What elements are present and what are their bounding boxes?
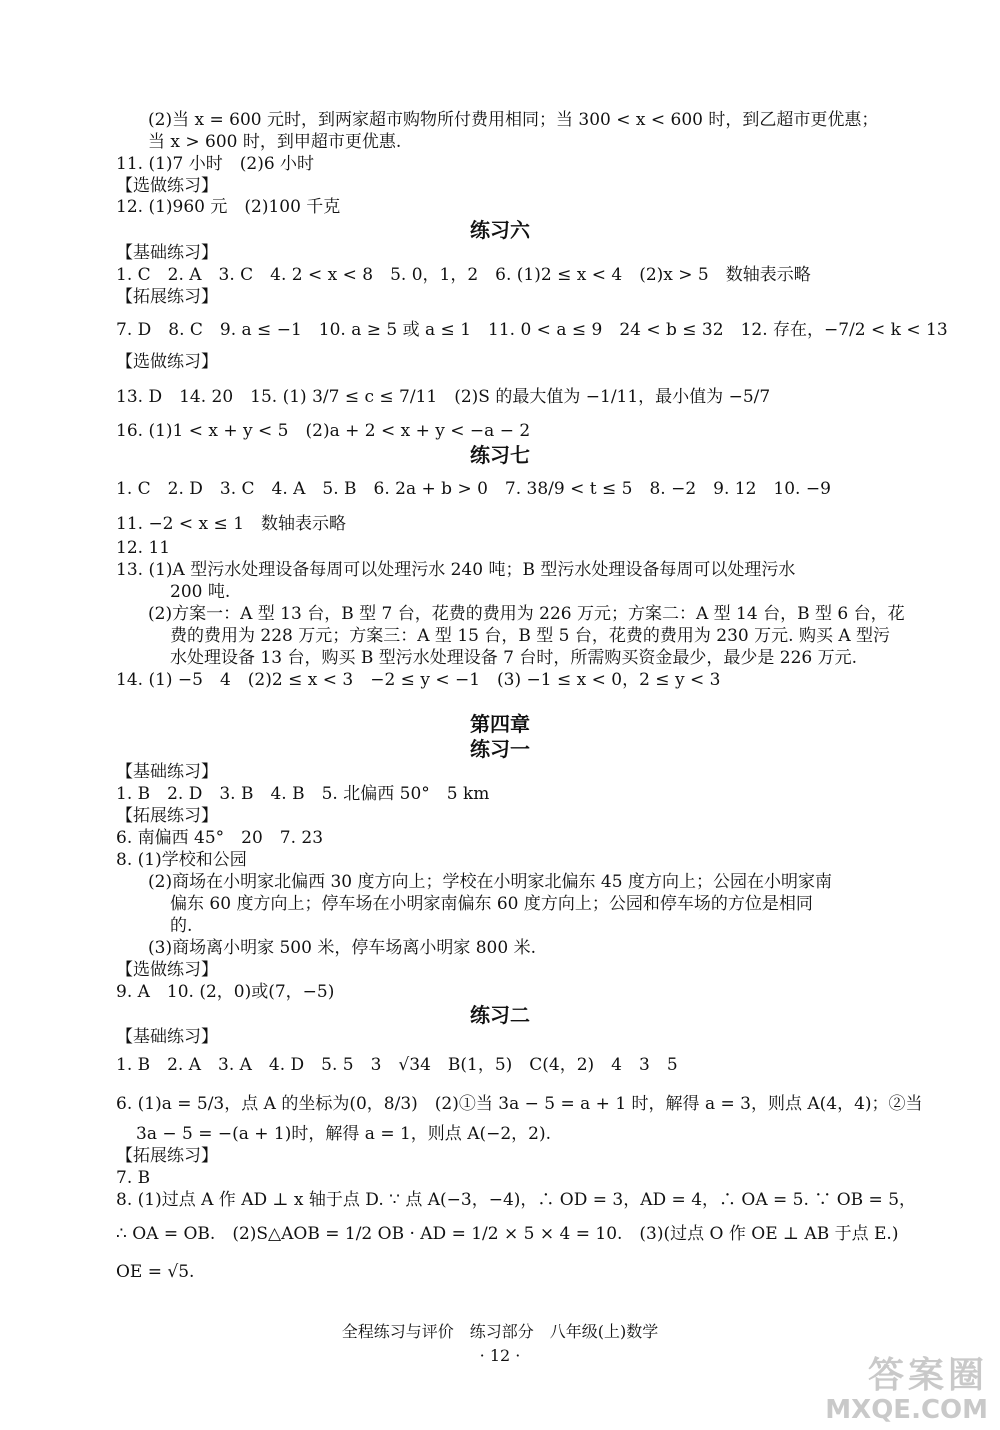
text-line: 1. C 2. D 3. C 4. A 5. B 6. 2a + b > 0 7. 38/9 < t ≤ 5 8. −2 9. 12 10. −9	[116, 479, 831, 499]
text-line: 12. (1)960 元 (2)100 千克	[116, 197, 341, 217]
text-line: 13. (1)A 型污水处理设备每周可以处理污水 240 吨；B 型污水处理设备每周可以处理污水	[116, 560, 796, 580]
section-label: 【选做练习】	[116, 960, 218, 980]
footer-title: 全程练习与评价 练习部分 八年级(上)数学	[341, 1322, 659, 1341]
section-label: 【拓展练习】	[116, 1146, 218, 1166]
section-label: 【基础练习】	[116, 762, 218, 782]
text-line: 9. A 10. (2，0)或(7，−5)	[116, 982, 335, 1002]
watermark-url: MXQE.COM	[825, 1395, 988, 1425]
section-label: 【基础练习】	[116, 1027, 218, 1047]
text-line: 6. (1)a = 5/3，点 A 的坐标为(0，8/3) (2)①当 3a − 5 = a + 1 时，解得 a = 3，则点 A(4，4)；②当	[116, 1094, 923, 1114]
text-line: 1. B 2. D 3. B 4. B 5. 北偏西 50° 5 km	[116, 784, 490, 804]
text-line: 200 吨.	[170, 582, 231, 602]
text-line: 14. (1) −5 4 (2)2 ≤ x < 3 −2 ≤ y < −1 (3) −1 ≤ x < 0，2 ≤ y < 3	[116, 670, 721, 690]
watermark	[825, 1356, 988, 1424]
text-line: 16. (1)1 < x + y < 5 (2)a + 2 < x + y < −a − 2	[116, 421, 531, 441]
text-line: 3a − 5 = −(a + 1)时，解得 a = 1，则点 A(−2，2).	[136, 1124, 552, 1144]
text-line: 13. D 14. 20 15. (1) 3/7 ≤ c ≤ 7/11 (2)S 的最大值为 −1/11，最小值为 −5/7	[116, 387, 771, 407]
text-line: 11. −2 < x ≤ 1 数轴表示略	[116, 514, 347, 534]
text-line: 12. 11	[116, 538, 171, 558]
text-line: (2)当 x = 600 元时，到两家超市购物所付费用相同；当 300 < x < 600 时，到乙超市更优惠；	[148, 110, 879, 130]
chapter-heading: 第四章	[470, 712, 530, 736]
text-line: 8. (1)过点 A 作 AD ⊥ x 轴于点 D. ∵ 点 A(−3，−4)，∴ OD = 3，AD = 4，∴ OA = 5. ∵ OB = 5，	[116, 1190, 917, 1210]
text-line: 偏东 60 度方向上；停车场在小明家南偏东 60 度方向上；公园和停车场的方位是相同	[170, 894, 813, 914]
page-number: · 12 ·	[479, 1346, 521, 1365]
section-label: 【拓展练习】	[116, 806, 218, 826]
exercise-heading: 练习六	[470, 218, 530, 242]
text-line: 6. 南偏西 45° 20 7. 23	[116, 828, 324, 848]
text-line: 费的费用为 228 万元；方案三：A 型 15 台，B 型 5 台，花费的费用为 230 万元. 购买 A 型污	[170, 626, 891, 646]
text-line: (3)商场离小明家 500 米，停车场离小明家 800 米.	[148, 938, 536, 958]
section-label: 【选做练习】	[116, 176, 218, 196]
text-line: 7. B	[116, 1168, 151, 1188]
text-line: ∴ OA = OB. (2)S△AOB = 1/2 OB · AD = 1/2 × 5 × 4 = 10. (3)(过点 O 作 OE ⊥ AB 于点 E.)	[116, 1224, 899, 1244]
text-line: 水处理设备 13 台，购买 B 型污水处理设备 7 台时，所需购买资金最少，最少是 226 万元.	[170, 648, 858, 668]
watermark-logo-text: 答案圈	[867, 1355, 988, 1396]
section-label: 【基础练习】	[116, 243, 218, 263]
text-line: 当 x > 600 时，到甲超市更优惠.	[148, 132, 402, 152]
exercise-heading: 练习七	[470, 443, 530, 467]
section-label: 【拓展练习】	[116, 287, 218, 307]
text-line: 8. (1)学校和公园	[116, 850, 247, 870]
text-line: 1. B 2. A 3. A 4. D 5. 5 3 √34 B(1，5) C(4，2) 4 3 5	[116, 1055, 678, 1075]
exercise-heading: 练习一	[470, 737, 530, 761]
section-label: 【选做练习】	[116, 352, 218, 372]
text-line: 的.	[170, 916, 193, 936]
text-line: 1. C 2. A 3. C 4. 2 < x < 8 5. 0，1，2 6. (1)2 ≤ x < 4 (2)x > 5 数轴表示略	[116, 265, 811, 285]
text-line: (2)方案一：A 型 13 台，B 型 7 台，花费的费用为 226 万元；方案二：A 型 14 台，B 型 6 台，花	[148, 604, 905, 624]
text-line: 11. (1)7 小时 (2)6 小时	[116, 154, 315, 174]
text-line: 7. D 8. C 9. a ≤ −1 10. a ≥ 5 或 a ≤ 1 11. 0 < a ≤ 9 24 < b ≤ 32 12. 存在，−7/2 < k < 13	[116, 320, 948, 340]
text-line: (2)商场在小明家北偏西 30 度方向上；学校在小明家北偏东 45 度方向上；公园在小明家南	[148, 872, 832, 892]
text-line: OE = √5.	[116, 1262, 195, 1282]
exercise-heading: 练习二	[470, 1003, 530, 1027]
